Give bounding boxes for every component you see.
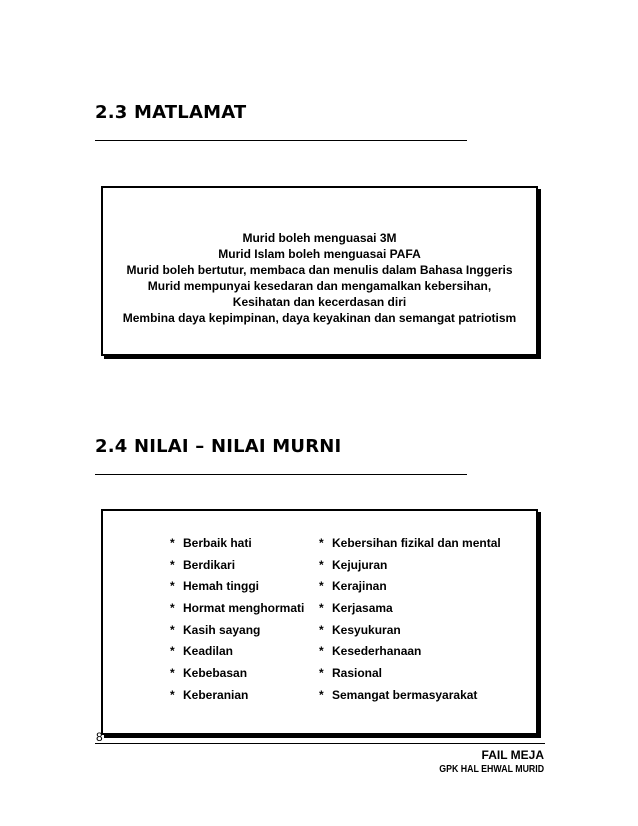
bullet-star: *: [170, 644, 175, 659]
heading-underline: [95, 140, 467, 141]
matlamat-line: Murid mempunyai kesedaran dan mengamalkan kebersihan,: [147, 279, 492, 293]
bullet-star: *: [319, 644, 324, 659]
bullet-star: *: [170, 622, 175, 637]
nilai-item: [319, 643, 501, 665]
bullet-star: *: [319, 579, 324, 594]
heading-underline: [95, 474, 467, 475]
nilai-label: Kebebasan: [183, 666, 248, 681]
nilai-label: Berbaik hati: [183, 536, 252, 550]
bullet-star: *: [170, 557, 175, 572]
nilai-item: [170, 600, 304, 622]
footer-title: FAIL MEJA: [481, 748, 544, 762]
nilai-item: [319, 687, 501, 709]
nilai-item: [319, 665, 501, 687]
bullet-star: *: [319, 687, 324, 702]
nilai-label: Berdikari: [183, 557, 236, 572]
nilai-item: [319, 535, 501, 557]
nilai-box: [101, 509, 538, 735]
matlamat-list: [103, 230, 536, 326]
nilai-item: [319, 622, 501, 644]
bullet-star: *: [170, 666, 175, 681]
bullet-star: *: [319, 536, 324, 550]
nilai-label: Kerjasama: [332, 601, 393, 616]
nilai-item: [170, 622, 304, 644]
section-heading-nilai: 2.4 NILAI – NILAI MURNI: [95, 436, 342, 457]
bullet-star: *: [170, 687, 175, 702]
nilai-label: Keberanian: [183, 687, 249, 702]
matlamat-line: Murid Islam boleh menguasai PAFA: [218, 247, 421, 261]
nilai-label: Keadilan: [183, 644, 234, 659]
matlamat-line: Murid boleh bertutur, membaca dan menulis dalam Bahasa Inggeris: [126, 263, 513, 277]
nilai-item: [170, 665, 304, 687]
matlamat-line: Kesihatan dan kecerdasan diri: [232, 295, 407, 309]
nilai-label: Kasih sayang: [183, 622, 261, 637]
section-heading-matlamat: 2.3 MATLAMAT: [95, 102, 247, 123]
matlamat-line: Membina daya kepimpinan, daya keyakinan dan semangat patriotism: [122, 311, 517, 325]
nilai-item: [170, 687, 304, 709]
bullet-star: *: [319, 666, 324, 681]
bullet-star: *: [170, 579, 175, 594]
bullet-star: *: [319, 622, 324, 637]
bullet-star: *: [319, 601, 324, 616]
matlamat-line: Murid boleh menguasai 3M: [242, 231, 397, 245]
page-number: 8: [96, 730, 103, 744]
nilai-item: [319, 557, 501, 579]
footer-divider: [95, 743, 545, 744]
nilai-item: [170, 643, 304, 665]
nilai-list-left: [170, 535, 304, 709]
bullet-star: *: [170, 536, 175, 550]
nilai-label: Rasional: [332, 666, 383, 681]
footer-subtitle: GPK HAL EHWAL MURID: [439, 764, 544, 775]
nilai-label: Kerajinan: [332, 579, 387, 594]
nilai-label: Kebersihan fizikal dan mental: [332, 536, 501, 550]
nilai-label: Semangat bermasyarakat: [332, 687, 478, 702]
nilai-label: Hemah tinggi: [183, 579, 260, 594]
nilai-list-right: [319, 535, 501, 709]
matlamat-box: [101, 186, 538, 356]
nilai-item: [170, 535, 304, 557]
nilai-label: Kesyukuran: [332, 622, 401, 637]
nilai-item: [319, 600, 501, 622]
nilai-label: Kejujuran: [332, 557, 388, 572]
nilai-item: [170, 578, 304, 600]
nilai-item: [319, 578, 501, 600]
nilai-label: Hormat menghormati: [183, 601, 305, 616]
nilai-label: Kesederhanaan: [332, 644, 422, 659]
bullet-star: *: [170, 601, 175, 616]
nilai-item: [170, 557, 304, 579]
bullet-star: *: [319, 557, 324, 572]
